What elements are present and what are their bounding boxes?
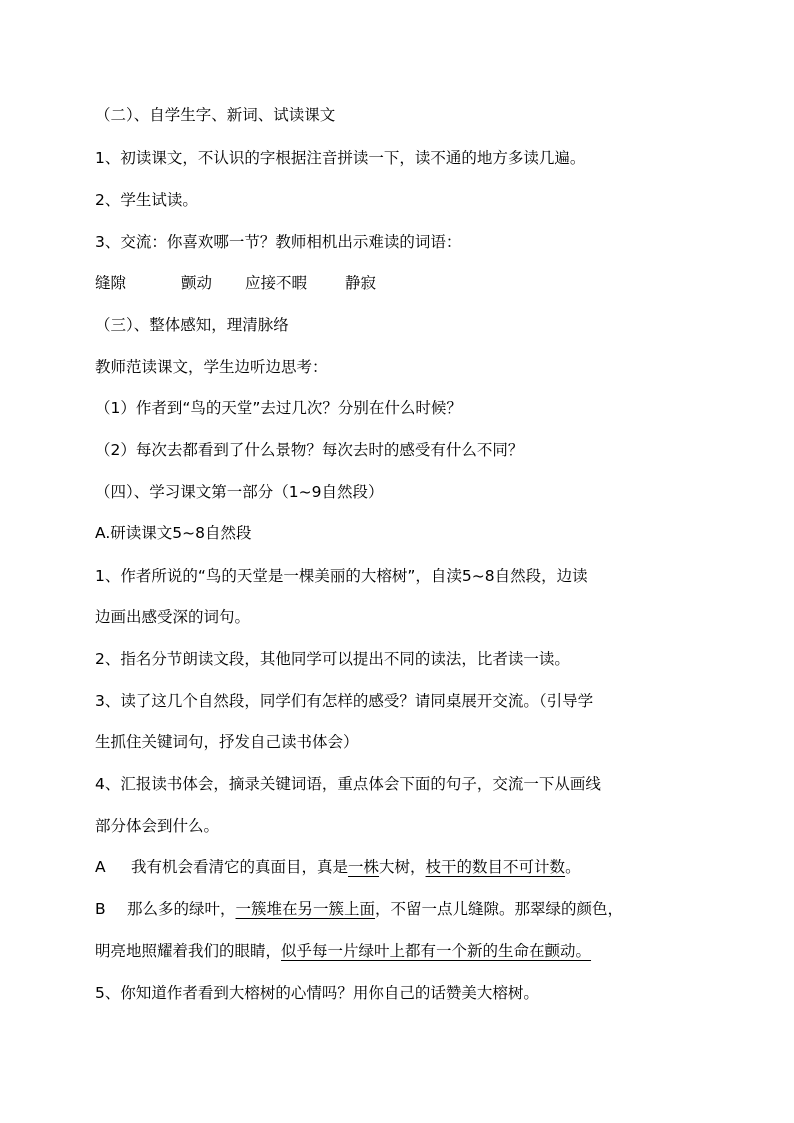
task-3-line-2: 生抓住关键词句，抒发自己读书体会） xyxy=(95,733,359,751)
sentence-text: 那么多的绿叶， xyxy=(127,900,236,918)
underlined-phrase: 似乎每一片绿叶上都有一个新的生命在颤动。 xyxy=(281,942,592,960)
teacher-instruction: 教师范读课文，学生边听边思考： xyxy=(95,358,328,376)
section-heading-4: （四）、学习课文第一部分（1~9自然段） xyxy=(95,483,384,501)
vocab-word: 静寂 xyxy=(345,274,377,292)
sentence-text: 我有机会看清它的真面目，真是 xyxy=(131,858,349,876)
underlined-phrase: 枝干的数目不可计数 xyxy=(425,858,566,876)
underlined-phrase: 一株 xyxy=(348,858,380,876)
sentence-text: ，不留一点儿缝隙。那翠绿的颜色， xyxy=(375,900,624,918)
sentence-label: A xyxy=(95,858,106,876)
section-heading-2: （二）、自学生字、新词、试读课文 xyxy=(95,106,336,124)
task-3-line-1: 3、读了这几个自然段，同学们有怎样的感受？请同桌展开交流。（引导学 xyxy=(95,692,594,710)
sentence-a xyxy=(95,856,707,878)
subsection-a: A.研读课文5~8自然段 xyxy=(95,524,252,542)
step-2: 2、学生试读。 xyxy=(95,191,198,209)
section-heading-3: （三）、整体感知，理清脉络 xyxy=(95,316,289,334)
step-1: 1、初读课文，不认识的字根据注音拼读一下，读不通的地方多读几遍。 xyxy=(95,149,586,167)
task-1-line-2: 边画出感受深的词句。 xyxy=(95,608,251,626)
task-4-line-1: 4、汇报读书体会，摘录关键词语，重点体会下面的句子，交流一下从画线 xyxy=(95,775,601,793)
question-1: （1）作者到“鸟的天堂”去过几次？分别在什么时候？ xyxy=(95,399,462,417)
task-5: 5、你知道作者看到大榕树的心情吗？用你自己的话赞美大榕树。 xyxy=(95,984,539,1002)
underlined-phrase: 一簇堆在另一簇上面 xyxy=(235,900,376,918)
sentence-b-line-1 xyxy=(95,898,707,920)
question-2: （2）每次去都看到了什么景物？每次去时的感受有什么不同？ xyxy=(95,441,524,459)
step-3: 3、交流：你喜欢哪一节？教师相机出示难读的词语： xyxy=(95,233,462,251)
sentence-text: 明亮地照耀着我们的眼睛， xyxy=(95,942,282,960)
task-1-line-1: 1、作者所说的“鸟的天堂是一棵美丽的大榕树”，自渎5~8自然段，边读 xyxy=(95,567,588,585)
task-2: 2、指名分节朗读文段，其他同学可以提出不同的读法，比者读一读。 xyxy=(95,650,570,668)
vocab-list xyxy=(95,272,707,294)
sentence-text: 。 xyxy=(565,858,581,876)
sentence-b-line-2 xyxy=(95,940,707,962)
sentence-text: 大树， xyxy=(379,858,426,876)
vocab-word: 应接不暇 xyxy=(245,274,308,292)
vocab-word: 颤动 xyxy=(181,274,213,292)
task-4-line-2: 部分体会到什么。 xyxy=(95,817,220,835)
sentence-label: B xyxy=(95,900,106,918)
vocab-word: 缝隙 xyxy=(95,274,127,292)
